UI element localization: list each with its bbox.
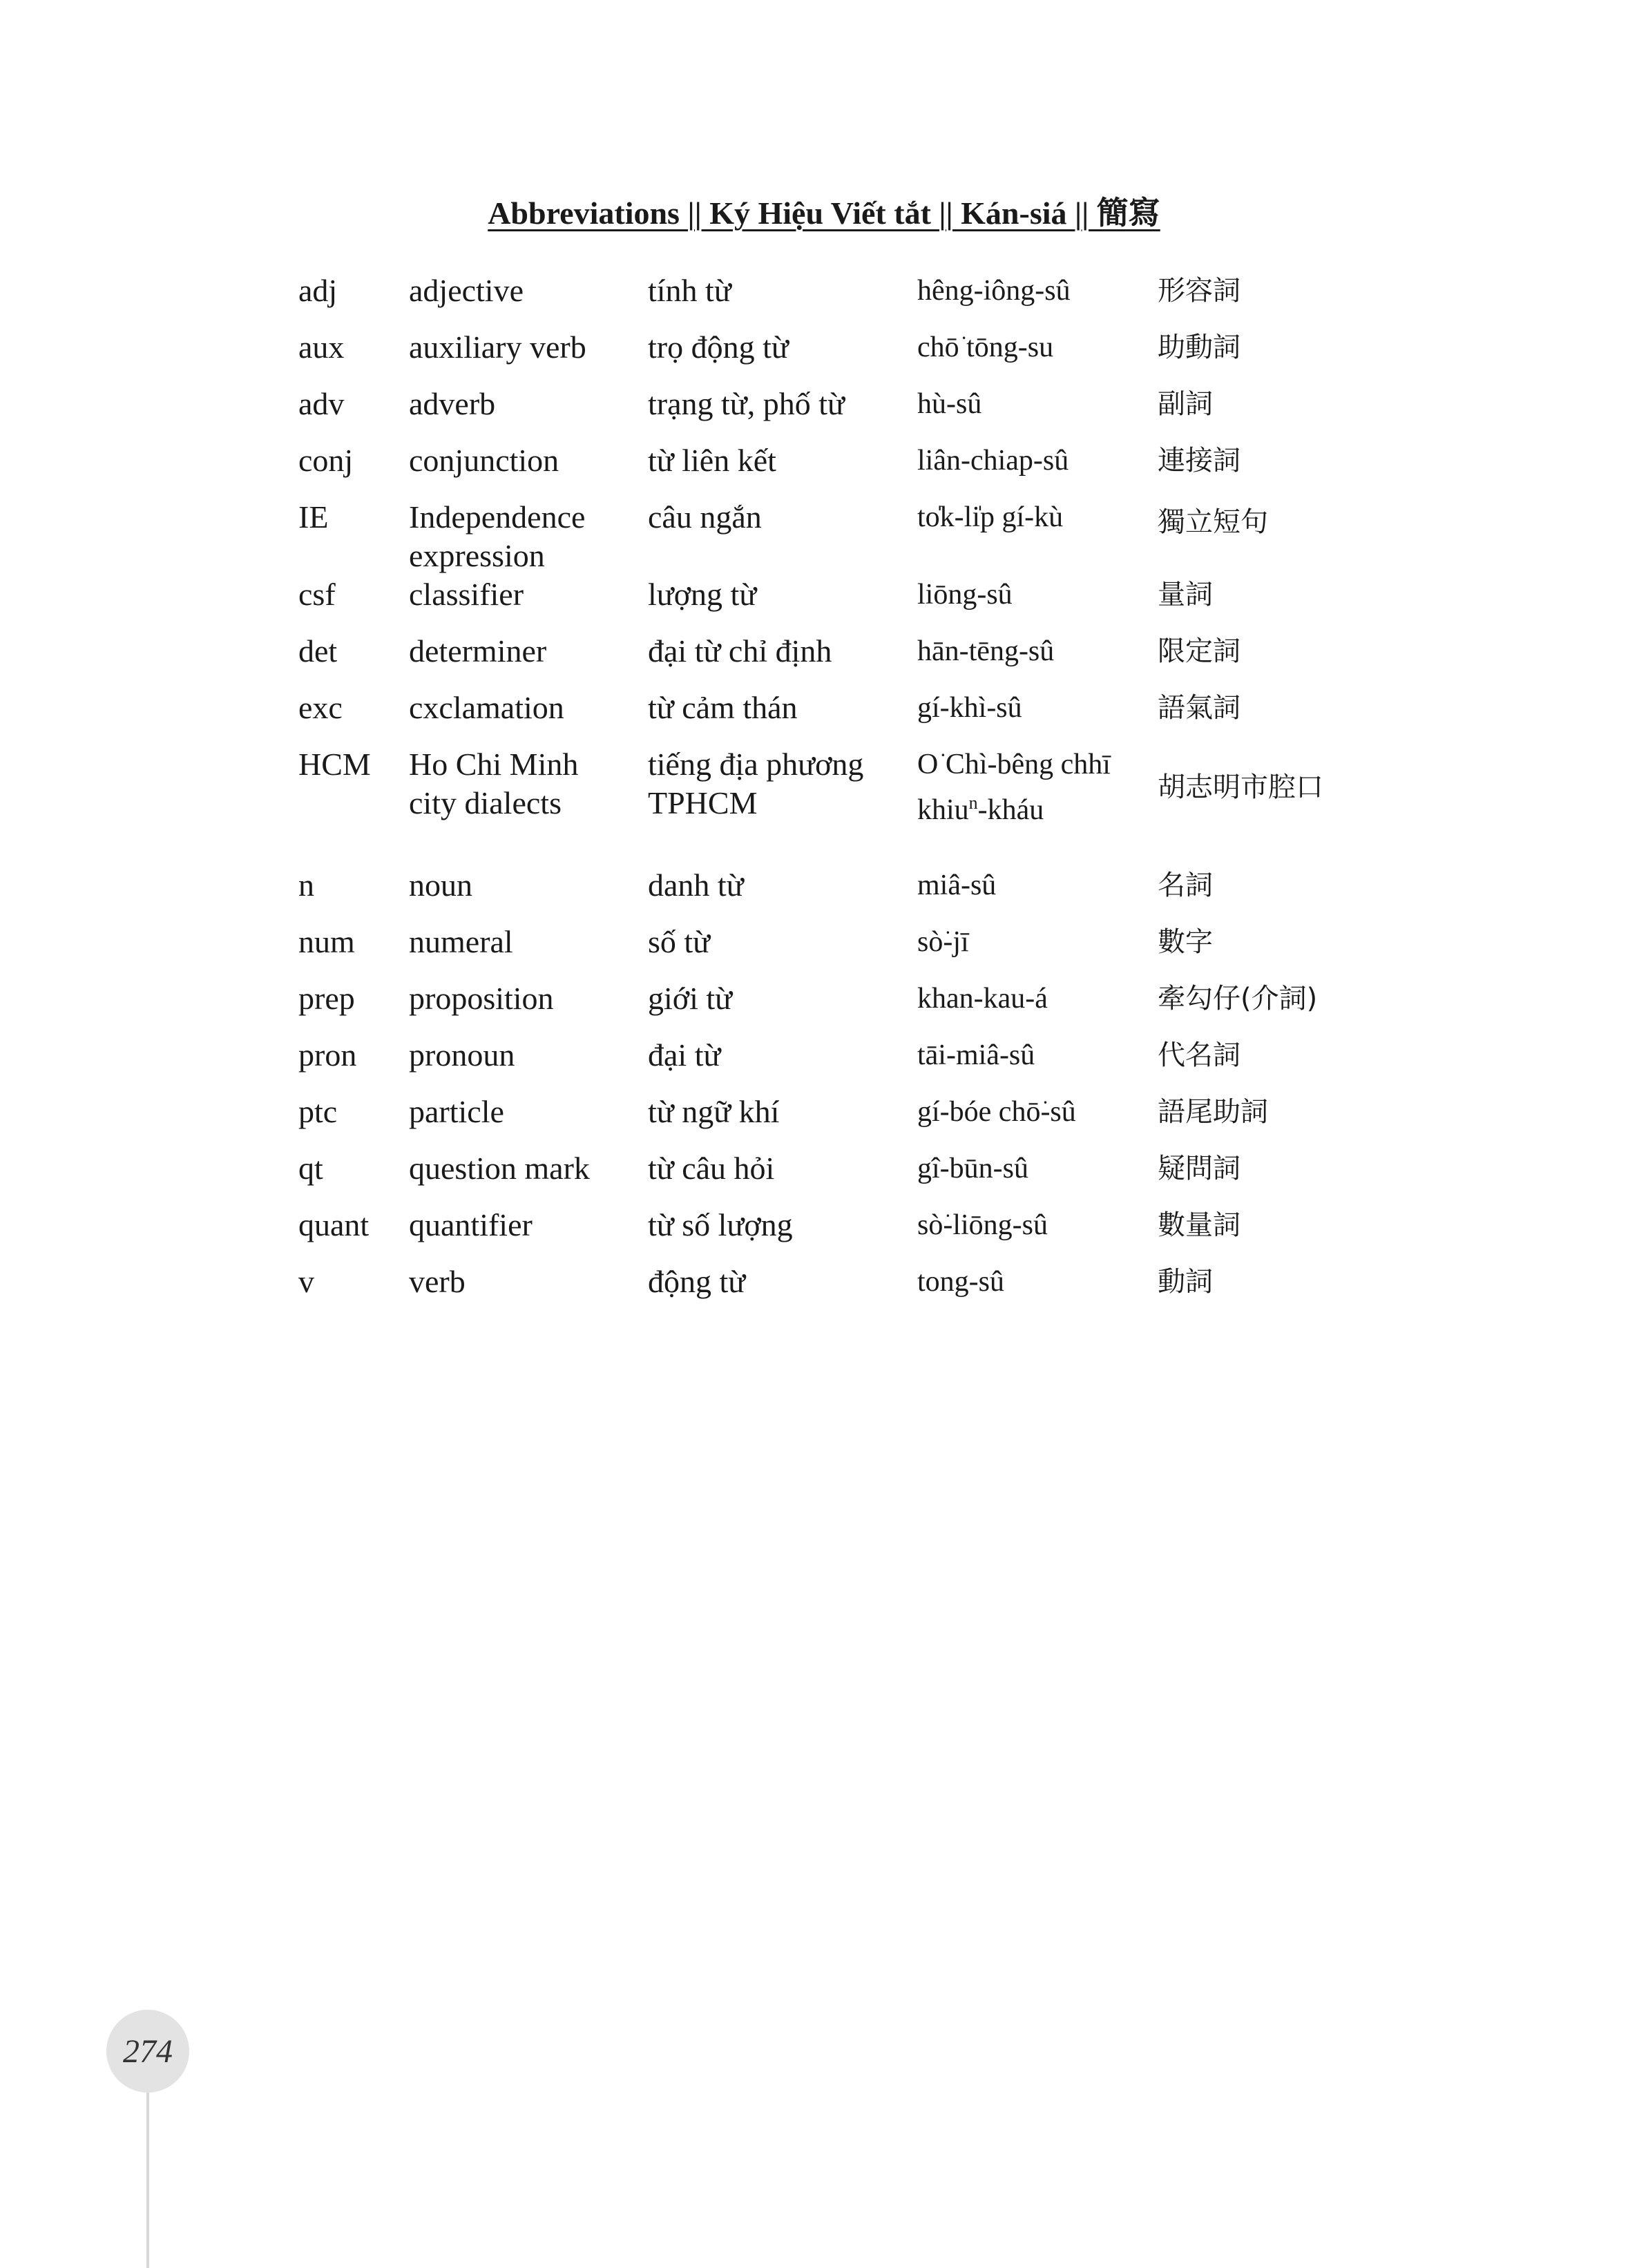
abbr-cell: v bbox=[298, 1264, 314, 1299]
abbr-cell: prep bbox=[298, 981, 355, 1016]
table-row bbox=[298, 857, 1365, 914]
vietnamese-cell: giới từ bbox=[648, 981, 733, 1016]
hanzi-cell: 數量詞 bbox=[1158, 1209, 1240, 1241]
taiwanese-romanization-cell: liân-chiap-sû bbox=[917, 445, 1069, 477]
abbr-cell: csf bbox=[298, 577, 336, 612]
vietnamese-cell: động từ bbox=[648, 1264, 746, 1299]
table-row bbox=[298, 1253, 1365, 1310]
romanization-line: -kháu bbox=[977, 794, 1044, 826]
table-row bbox=[298, 914, 1365, 970]
taiwanese-romanization-cell: gî-būn-sû bbox=[917, 1153, 1028, 1184]
hanzi-cell: 胡志明市腔口 bbox=[1158, 771, 1323, 803]
vietnamese-cell: từ số lượng bbox=[648, 1207, 793, 1242]
abbr-cell: exc bbox=[298, 690, 343, 725]
taiwanese-romanization-cell: hù-sû bbox=[917, 388, 982, 420]
abbr-cell: n bbox=[298, 867, 314, 903]
abbr-cell: ptc bbox=[298, 1094, 338, 1129]
vietnamese-cell: từ liên kết bbox=[648, 443, 776, 478]
abbr-cell: det bbox=[298, 633, 338, 669]
english-cell: question mark bbox=[409, 1151, 590, 1186]
vietnamese-cell: danh từ bbox=[648, 867, 744, 903]
english-cell bbox=[409, 736, 648, 857]
hanzi-cell: 牽勾仔(介詞) bbox=[1158, 983, 1318, 1015]
english-line: expression bbox=[409, 538, 545, 573]
hanzi-cell: 名詞 bbox=[1158, 869, 1213, 901]
table-row bbox=[298, 489, 1365, 575]
vietnamese-cell: đại từ chỉ định bbox=[648, 633, 832, 669]
vietnamese-cell: lượng từ bbox=[648, 577, 757, 612]
abbr-cell: IE bbox=[298, 499, 329, 535]
vietnamese-cell: đại từ bbox=[648, 1037, 721, 1073]
table-row bbox=[298, 736, 1365, 857]
table-row bbox=[298, 319, 1365, 376]
vietnamese-cell: từ cảm thán bbox=[648, 690, 798, 725]
vietnamese-line: TPHCM bbox=[648, 785, 758, 820]
english-cell: determiner bbox=[409, 633, 547, 669]
vietnamese-cell: từ ngữ khí bbox=[648, 1094, 780, 1129]
abbr-cell: conj bbox=[298, 443, 354, 478]
table-row bbox=[298, 1084, 1365, 1140]
page-title: Abbreviations || Ký Hiệu Viết tắt || Kán-siá || 簡寫 bbox=[488, 195, 1160, 231]
table-row bbox=[298, 680, 1365, 736]
table-row bbox=[298, 1140, 1365, 1197]
hanzi-cell: 助動詞 bbox=[1158, 331, 1240, 363]
abbr-cell: quant bbox=[298, 1207, 370, 1242]
abbr-cell: qt bbox=[298, 1151, 323, 1186]
taiwanese-romanization-cell: liōng-sû bbox=[917, 579, 1013, 611]
table-row bbox=[298, 432, 1365, 489]
page-number: 274 bbox=[123, 2032, 173, 2070]
english-cell: verb bbox=[409, 1264, 466, 1299]
english-cell: pronoun bbox=[409, 1037, 515, 1073]
taiwanese-romanization-cell: sò͘-liōng-sû bbox=[917, 1209, 1048, 1241]
vietnamese-cell: số từ bbox=[648, 924, 711, 959]
abbr-cell: pron bbox=[298, 1037, 357, 1073]
vietnamese-line: tiếng địa phương bbox=[648, 747, 864, 782]
hanzi-cell: 數字 bbox=[1158, 926, 1213, 958]
page-number-badge bbox=[106, 2010, 189, 2093]
taiwanese-romanization-cell bbox=[917, 736, 1158, 857]
english-line: city dialects bbox=[409, 785, 562, 820]
hanzi-cell: 語氣詞 bbox=[1158, 692, 1240, 724]
taiwanese-romanization-cell: sò͘-jī bbox=[917, 926, 969, 958]
taiwanese-romanization-cell: tāi-miâ-sû bbox=[917, 1039, 1035, 1071]
taiwanese-romanization-cell: khan-kau-á bbox=[917, 983, 1048, 1015]
abbr-cell: adj bbox=[298, 273, 338, 308]
table-row bbox=[298, 623, 1365, 680]
vietnamese-cell: câu ngắn bbox=[648, 499, 762, 535]
english-line: Ho Chi Minh bbox=[409, 747, 579, 782]
english-cell: proposition bbox=[409, 981, 554, 1016]
hanzi-cell: 獨立短句 bbox=[1158, 506, 1268, 538]
english-cell bbox=[409, 489, 648, 575]
table-row bbox=[298, 1027, 1365, 1084]
vietnamese-cell: trạng từ, phố từ bbox=[648, 386, 845, 421]
abbr-cell: HCM bbox=[298, 747, 371, 782]
table-row bbox=[298, 970, 1365, 1027]
hanzi-cell: 代名詞 bbox=[1158, 1039, 1240, 1071]
english-cell: quantifier bbox=[409, 1207, 533, 1242]
hanzi-cell: 動詞 bbox=[1158, 1266, 1213, 1298]
taiwanese-romanization-cell: hān-tēng-sû bbox=[917, 635, 1055, 667]
hanzi-cell: 疑問詞 bbox=[1158, 1153, 1240, 1184]
abbr-cell: adv bbox=[298, 386, 345, 421]
taiwanese-romanization-cell: gí-bóe chō͘-sû bbox=[917, 1096, 1076, 1128]
hanzi-cell: 副詞 bbox=[1158, 388, 1213, 420]
romanization-line: khiu bbox=[917, 794, 969, 826]
abbr-cell: aux bbox=[298, 329, 345, 365]
taiwanese-romanization-cell: gí-khì-sû bbox=[917, 692, 1022, 724]
taiwanese-romanization-cell: chō͘ tōng-su bbox=[917, 331, 1054, 363]
vietnamese-cell: từ câu hỏi bbox=[648, 1151, 775, 1186]
hanzi-cell: 形容詞 bbox=[1158, 275, 1240, 307]
vietnamese-cell bbox=[648, 736, 917, 857]
superscript-n: n bbox=[968, 793, 978, 813]
taiwanese-romanization-cell: tong-sû bbox=[917, 1266, 1004, 1298]
hanzi-cell: 限定詞 bbox=[1158, 635, 1240, 667]
abbreviations-table bbox=[298, 262, 1365, 1310]
hanzi-cell: 量詞 bbox=[1158, 579, 1213, 611]
taiwanese-romanization-cell: miâ-sû bbox=[917, 869, 997, 901]
taiwanese-romanization-cell: to̍k-li̍p gí-kù bbox=[917, 501, 1064, 533]
hanzi-cell: 連接詞 bbox=[1158, 445, 1240, 477]
table-row bbox=[298, 262, 1365, 319]
table-row bbox=[298, 575, 1365, 623]
english-cell: adverb bbox=[409, 386, 496, 421]
abbr-cell: num bbox=[298, 924, 355, 959]
english-line: Independence bbox=[409, 499, 586, 535]
english-cell: numeral bbox=[409, 924, 513, 959]
vietnamese-cell: tính từ bbox=[648, 273, 731, 308]
english-cell: auxiliary verb bbox=[409, 329, 586, 365]
english-cell: conjunction bbox=[409, 443, 559, 478]
english-cell: adjective bbox=[409, 273, 524, 308]
english-cell: noun bbox=[409, 867, 472, 903]
romanization-line: O͘ Chì-bêng chhī bbox=[917, 749, 1111, 780]
hanzi-cell: 語尾助詞 bbox=[1158, 1096, 1268, 1128]
english-cell: cxclamation bbox=[409, 690, 564, 725]
english-cell: classifier bbox=[409, 577, 524, 612]
table-row bbox=[298, 1197, 1365, 1253]
english-cell: particle bbox=[409, 1094, 504, 1129]
vietnamese-cell: trọ động từ bbox=[648, 329, 789, 365]
table-row bbox=[298, 376, 1365, 432]
taiwanese-romanization-cell: hêng-iông-sû bbox=[917, 275, 1071, 307]
page-margin-rule bbox=[146, 2093, 149, 2268]
